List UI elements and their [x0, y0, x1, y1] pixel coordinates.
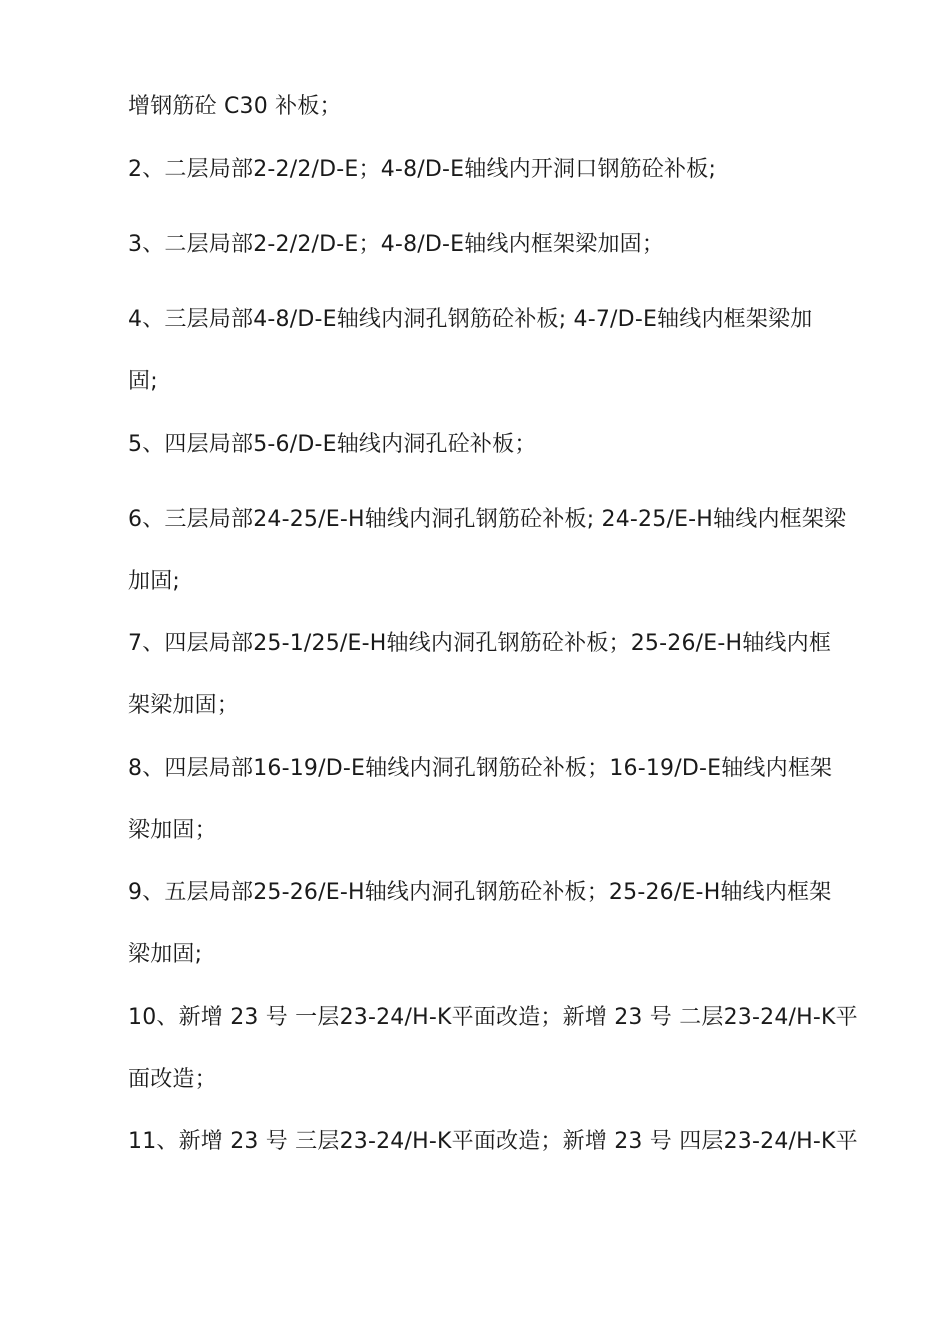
text-line-5: 固; — [128, 369, 158, 394]
text-line-14: 梁加固; — [128, 942, 203, 967]
text-line-1: 增钢筋砼 C30 补板； — [128, 94, 342, 119]
text-line-3: 3、二层局部2-2/2/D-E；4-8/D-E轴线内框架梁加固； — [128, 232, 665, 257]
text-line-13: 9、五层局部25-26/E-H轴线内洞孔钢筋砼补板；25-26/E-H轴线内框架 — [128, 880, 832, 905]
text-line-2: 2、二层局部2-2/2/D-E；4-8/D-E轴线内开洞口钢筋砼补板; — [128, 157, 717, 182]
text-line-6: 5、四层局部5-6/D-E轴线内洞孔砼补板； — [128, 432, 537, 457]
text-line-12: 梁加固； — [128, 818, 217, 843]
text-line-15: 10、新增 23 号 一层23-24/H-K平面改造；新增 23 号 二层23-24/H-K平 — [128, 1005, 858, 1030]
text-line-8: 加固; — [128, 569, 181, 594]
text-line-7: 6、三层局部24-25/E-H轴线内洞孔钢筋砼补板; 24-25/E-H轴线内框架梁 — [128, 507, 847, 532]
text-line-11: 8、四层局部16-19/D-E轴线内洞孔钢筋砼补板；16-19/D-E轴线内框架 — [128, 756, 833, 781]
text-line-16: 面改造； — [128, 1067, 217, 1092]
text-line-17: 11、新增 23 号 三层23-24/H-K平面改造；新增 23 号 四层23-24/H-K平 — [128, 1129, 858, 1154]
text-line-9: 7、四层局部25-1/25/E-H轴线内洞孔钢筋砼补板；25-26/E-H轴线内框 — [128, 631, 832, 656]
text-line-4: 4、三层局部4-8/D-E轴线内洞孔钢筋砼补板; 4-7/D-E轴线内框架梁加 — [128, 307, 813, 332]
text-line-10: 架梁加固； — [128, 693, 240, 718]
